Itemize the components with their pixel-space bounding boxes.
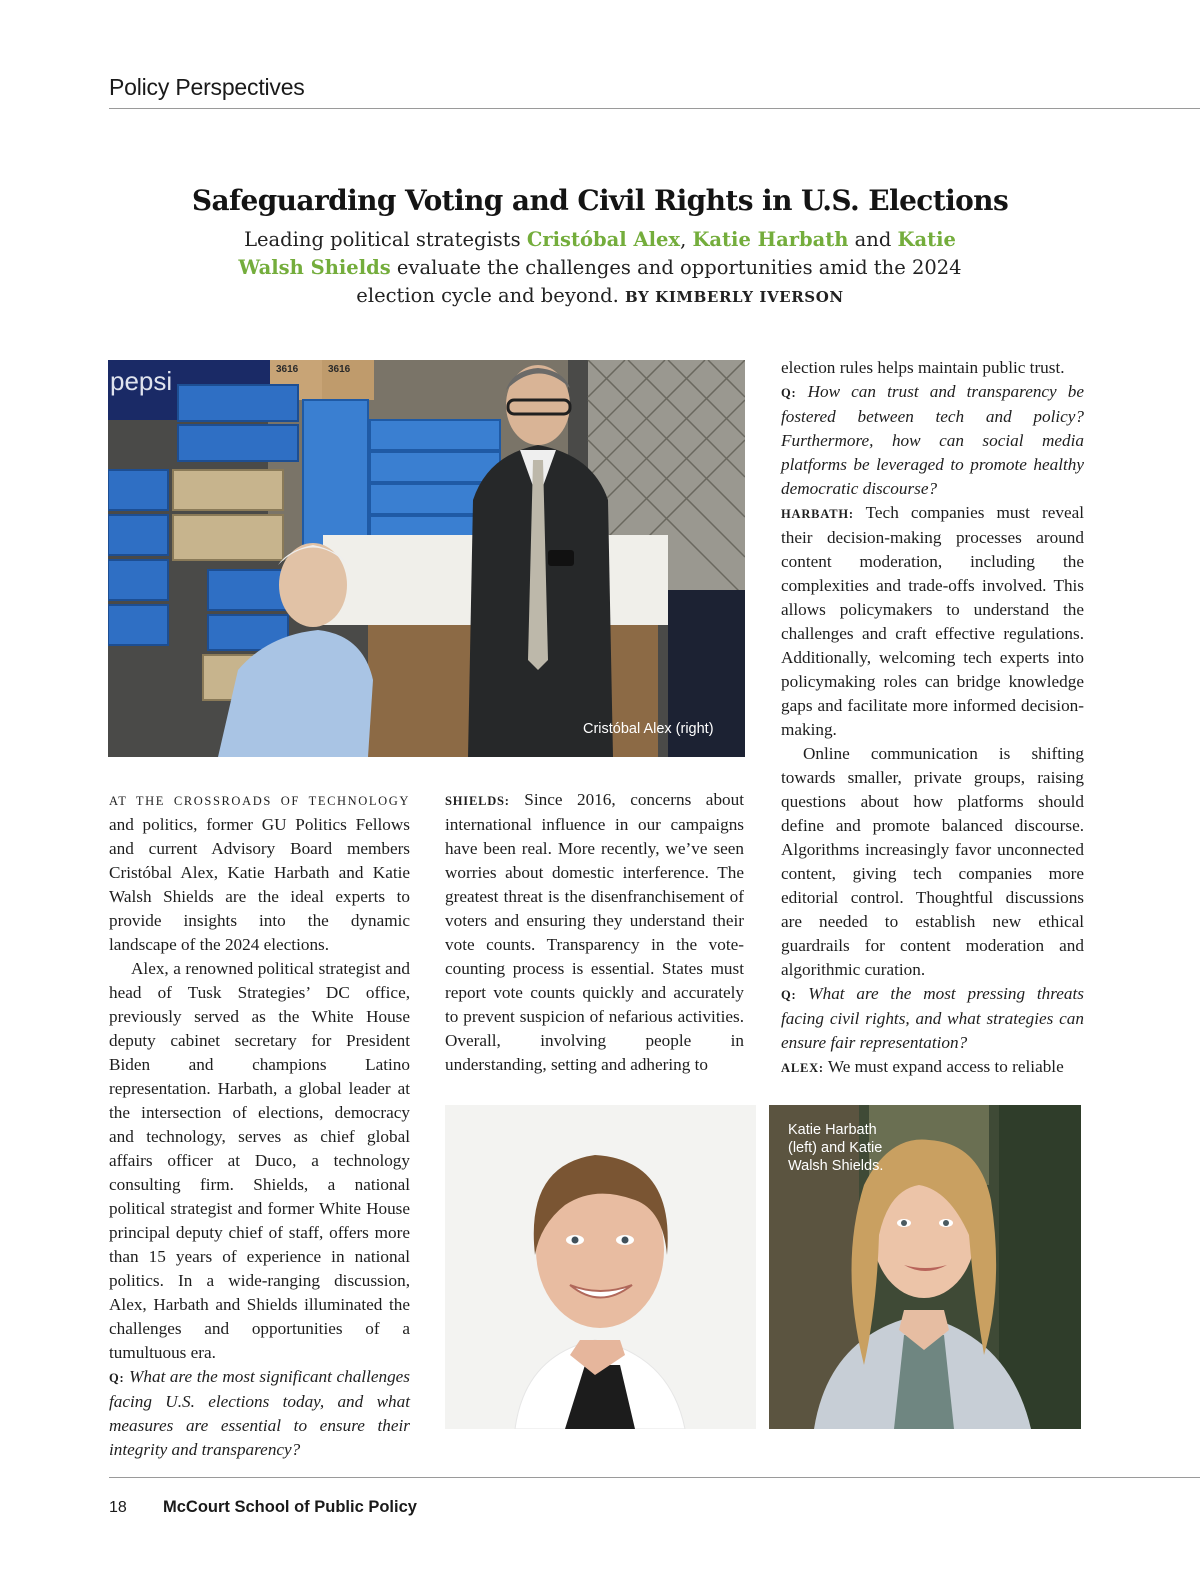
photo-caption-alex: Cristóbal Alex (right)	[583, 721, 714, 737]
photo-caption-harbath-shields: Katie Harbath (left) and Katie Walsh Shields.	[788, 1122, 884, 1174]
pepsi-sign: pepsi	[110, 366, 173, 396]
deck-and: and	[848, 228, 898, 251]
shields-answer: Since 2016, concerns about international influence in our campaigns have been real. More recently, we’ve seen worries about domestic interference. The greatest threat is the disenfranchisement of voters and ensuring they understand their vote counts. Transparency in the vote-counting process is essential. States must report vote counts quickly and accurately to prevent suspicion of nefarious activities. Overall, involving people in understanding, setting and adhering to	[445, 790, 744, 1074]
deck-name-shields: Katie Walsh Shields	[238, 228, 956, 279]
col3-continuation: election rules helps maintain public trust.	[781, 358, 1065, 377]
section-header: Policy Perspectives	[109, 74, 305, 100]
box-label-2: 3616	[328, 364, 351, 375]
photo-katie-harbath	[445, 1105, 756, 1429]
alex-tag: ALEX:	[781, 1061, 824, 1075]
box-label-1: 3616	[276, 364, 299, 375]
q3-text: What are the most pressing threats facing civil rights, and what strategies can ensure fair representation?	[781, 984, 1084, 1052]
col1-para1: and politics, former GU Politics Fellows and current Advisory Board members Cristóbal Alex, Katie Harbath and Katie Walsh Shields are the ideal experts to provide insights into the dynamic landscape of the 2024 elections.	[109, 815, 410, 954]
shields-tag: SHIELDS:	[445, 794, 510, 808]
harbath-tag: HARBATH:	[781, 507, 854, 521]
col1-para2: Alex, a renowned political strategist and head of Tusk Strategies’ DC office, previously served as the White House deputy cabinet secretary for President Biden and champions Latino representation. Harbath, a global leader at the intersection of elections, democracy and technology, serves as chief global affairs officer at Duco, a technology consulting firm. Shields, a national political strategist and former White House principal deputy chief of staff, offers more than 15 years of experience in national politics. In a wide-ranging discussion, Alex, Harbath and Shields illuminated the challenges and opportunities of a tumultuous era.	[109, 959, 410, 1362]
bottom-rule	[109, 1477, 1200, 1478]
column-2	[445, 788, 744, 1077]
deck-name-harbath: Katie Harbath	[692, 228, 849, 251]
q2-tag: Q:	[781, 386, 797, 400]
q2-text: How can trust and transparency be fostered between tech and policy? Furthermore, how can social media platforms be leveraged to promote healthy democratic discourse?	[781, 382, 1084, 498]
top-rule	[109, 108, 1200, 109]
column-1	[109, 788, 410, 1462]
photo-katie-walsh-shields	[769, 1105, 1081, 1429]
deck-name-alex: Cristóbal Alex	[526, 228, 681, 251]
article-title: Safeguarding Voting and Civil Rights in U.S. Elections	[191, 184, 1009, 217]
col3-para3: Online communication is shifting towards smaller, private groups, raising questions about how platforms should define and promote balanced discourse. Algorithms increasingly favor unconnected content, giving tech companies more editorial control. Thoughtful discussions are needed to establish new ethical guardrails for content moderation and algorithmic curation.	[781, 744, 1084, 979]
q3-tag: Q:	[781, 988, 797, 1002]
photo-cristobal-alex	[108, 360, 745, 757]
lead-in: AT THE CROSSROADS OF TECHNOLOGY	[109, 794, 410, 808]
alex-answer: We must expand access to reliable	[823, 1057, 1064, 1076]
q1-tag: Q:	[109, 1371, 125, 1385]
deck-lead: Leading political strategists	[244, 228, 527, 251]
q1-text: What are the most significant challenges facing U.S. elections today, and what measures are essential to ensure their integrity and transparency?	[109, 1367, 410, 1459]
article-deck	[230, 226, 970, 311]
deck-rest: evaluate the challenges and opportunities amid the 2024 election cycle and beyond.	[356, 256, 962, 307]
byline: BY KIMBERLY IVERSON	[625, 288, 844, 306]
column-3	[781, 356, 1084, 1080]
page-number: 18	[109, 1499, 127, 1516]
publication-name: McCourt School of Public Policy	[163, 1498, 417, 1516]
harbath-answer: Tech companies must reveal their decision-making processes around content moderation, including the complexities and trade-offs involved. This allows policymakers to understand the challenges and craft effective regulations. Additionally, welcoming tech experts into policymaking roles can bridge knowledge gaps and facilitate more informed decision-making.	[781, 503, 1084, 739]
deck-comma: ,	[680, 228, 693, 251]
